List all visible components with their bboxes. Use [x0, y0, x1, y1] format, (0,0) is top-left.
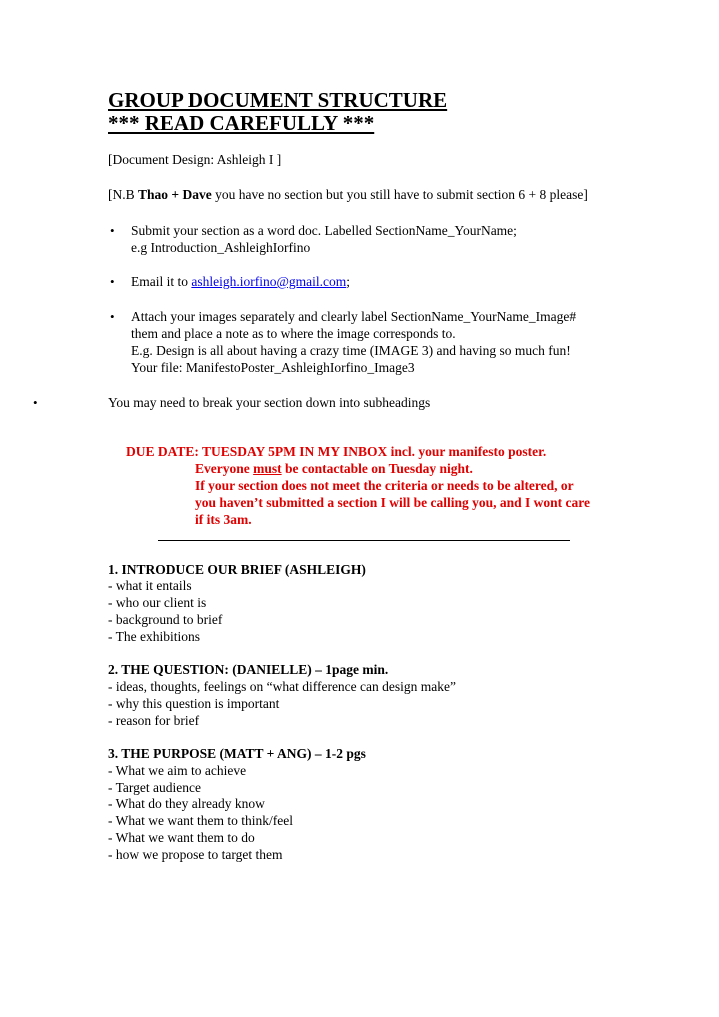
nb-rest: you have no section but you still have to submit section 6 + 8 please] — [211, 187, 588, 202]
section-heading: 3. THE PURPOSE (MATT + ANG) – 1-2 pgs — [108, 746, 366, 761]
list-item: - why this question is important — [108, 696, 280, 711]
list-item: - The exhibitions — [108, 629, 200, 644]
section-heading: 1. INTRODUCE OUR BRIEF (ASHLEIGH) — [108, 562, 366, 577]
list-item: - ideas, thoughts, feelings on “what difference can design make” — [108, 679, 457, 694]
list-item: - background to brief — [108, 612, 223, 627]
due-line2-a: Everyone — [195, 461, 254, 476]
due-line2-b: be contactable on Tuesday night. — [281, 461, 473, 476]
bullet-email — [131, 274, 350, 291]
bullet-attach-line3: E.g. Design is all about having a crazy time (IMAGE 3) and having so much fun! — [131, 343, 571, 358]
bullet-attach-line2: them and place a note as to where the image corresponds to. — [131, 326, 456, 341]
email-link[interactable]: ashleigh.iorfino@gmail.com — [191, 274, 347, 289]
design-credit: [Document Design: Ashleigh I ] — [108, 152, 282, 167]
list-item: - reason for brief — [108, 713, 200, 728]
due-line2-must: must — [253, 461, 282, 476]
due-date-line4: you haven’t submitted a section I will be calling you, and I wont care — [195, 495, 591, 510]
list-item: - Target audience — [108, 780, 202, 795]
due-date-line3: If your section does not meet the criteria or needs to be altered, or — [195, 478, 574, 493]
doc-title-line2: *** READ CAREFULLY *** — [108, 111, 375, 135]
list-item: - how we propose to target them — [108, 847, 283, 862]
list-item: - who our client is — [108, 595, 207, 610]
list-item: - what it entails — [108, 578, 192, 593]
bullet-submit-line2: e.g Introduction_AshleighIorfino — [131, 240, 311, 255]
email-prefix: Email it to — [131, 274, 192, 289]
doc-title-line1: GROUP DOCUMENT STRUCTURE — [108, 88, 448, 112]
divider-line — [158, 540, 570, 541]
list-item: - What we aim to achieve — [108, 763, 247, 778]
email-suffix: ; — [346, 274, 351, 289]
bullet-subheadings: You may need to break your section down into subheadings — [108, 395, 431, 410]
nb-note — [108, 187, 588, 204]
bullet-icon: • — [110, 274, 115, 289]
bullet-submit-line1: Submit your section as a word doc. Labelled SectionName_YourName; — [131, 223, 517, 238]
bullet-icon: • — [110, 309, 115, 324]
nb-names: Thao + Dave — [138, 187, 212, 202]
nb-prefix: [N.B — [108, 187, 138, 202]
due-date-line2 — [195, 461, 473, 478]
due-date-line1: DUE DATE: TUESDAY 5PM IN MY INBOX incl. your manifesto poster. — [126, 444, 547, 459]
list-item: - What we want them to think/feel — [108, 813, 293, 828]
bullet-attach-line1: Attach your images separately and clearly label SectionName_YourName_Image# — [131, 309, 577, 324]
list-item: - What we want them to do — [108, 830, 255, 845]
section-heading: 2. THE QUESTION: (DANIELLE) – 1page min. — [108, 662, 389, 677]
bullet-icon: • — [33, 395, 38, 410]
list-item: - What do they already know — [108, 796, 265, 811]
bullet-attach-line4: Your file: ManifestoPoster_AshleighIorfino_Image3 — [131, 360, 415, 375]
bullet-icon: • — [110, 223, 115, 238]
due-date-line5: if its 3am. — [195, 512, 252, 527]
